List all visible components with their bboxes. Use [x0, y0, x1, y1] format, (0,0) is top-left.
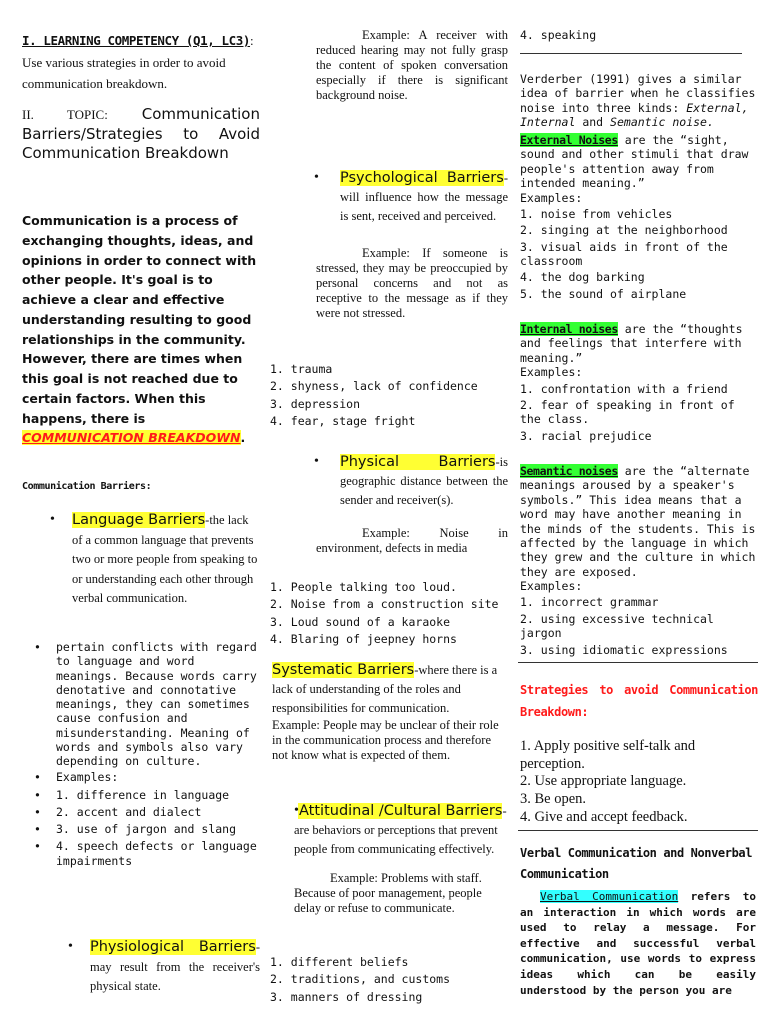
topic-label: II. TOPIC:	[22, 107, 108, 122]
list-item: 2. fear of speaking in front of the class.	[520, 397, 735, 427]
internal-noises-desc: are the “thoughts and feelings that interfere with meaning.”	[520, 322, 743, 365]
bullet-dot: •	[68, 939, 73, 954]
attitudinal-barriers-title: Attitudinal /Cultural Barriers	[299, 803, 503, 819]
physical-barriers-desc: is geographic distance between the sender and receiver(s).	[340, 455, 508, 508]
physiological-example: Example: A receiver with reduced hearing may not fully grasp the content of spoken conversation especially if there is significant background noise.	[316, 28, 508, 102]
list-item: 4. Blaring of jeepney horns	[270, 631, 457, 646]
systematic-barriers-title: Systematic Barriers	[272, 662, 415, 678]
list-item: • 1. difference in language	[34, 787, 230, 802]
list-item: 3. racial prejudice	[520, 428, 652, 443]
learning-competency	[22, 30, 262, 95]
language-dash: -	[205, 513, 210, 527]
list-item: 3. Be open.	[520, 791, 587, 808]
list-item: • 2. accent and dialect	[34, 804, 202, 819]
list-item: 1. incorrect grammar	[520, 595, 659, 610]
systematic-barriers	[272, 660, 508, 763]
competency-label: I. LEARNING COMPETENCY (Q1, LC3)	[22, 33, 251, 48]
semantic-noises-title: Semantic noises	[520, 464, 618, 478]
barriers-heading: Communication Barriers:	[22, 481, 152, 492]
bullet-dot: •	[294, 803, 299, 818]
systematic-barriers-desc: where there is a lack of understanding of the roles and responsibilities for communication.	[272, 663, 498, 716]
note-text: 2. accent and dialect	[56, 804, 202, 819]
external-noises	[520, 133, 760, 301]
note-text: 4. speech defects or language impairments	[56, 839, 257, 868]
attitudinal-barriers-desc: are behaviors or perceptions that prevent people from communicating effectively.	[294, 823, 498, 857]
list-item: 2. Noise from a construction site	[270, 597, 499, 612]
list-item: 2. shyness, lack of confidence	[270, 379, 478, 394]
internal-noises	[520, 322, 760, 443]
list-item: 1. People talking too loud.	[270, 580, 457, 594]
intro-end: .	[240, 430, 246, 446]
list-item: 2. using excessive technical jargon	[520, 611, 714, 641]
attitudinal-dash: -	[502, 804, 507, 818]
psychological-list	[270, 361, 510, 430]
language-barriers-title: Language Barriers	[72, 512, 206, 528]
verderber-and: and	[582, 115, 604, 130]
physiological-dash: -	[255, 940, 260, 954]
systematic-dash: -	[414, 663, 419, 677]
psychological-barriers-title: Psychological Barriers	[340, 170, 504, 186]
systematic-example: Example: People may be unclear of their role in the communication process and therefore not know what is expected of them.	[272, 717, 499, 762]
topic-text: Communication Barriers/Strategies to Avoid Communication Breakdown	[22, 105, 260, 162]
list-item: • 3. use of jargon and slang	[34, 822, 237, 836]
semantic-noises-desc: are the “alternate meanings aroused by a speaker's symbols.” This idea means that a word may have another meaning in the minds of the students. This is affected by the language in which they grew and the culture in which they are exposed.	[520, 464, 756, 579]
topic	[22, 105, 260, 164]
note-text: pertain conflicts with regard to language and word meanings. Because words carry denotative and connotative meanings, they can sometimes cause confusion and misunderstanding. Meaning of words and symbols also vary depending on culture.	[56, 640, 257, 768]
physical-example: Example: Noise in environment, defects in media	[316, 526, 508, 555]
list-item: 3. Loud sound of a karaoke	[270, 614, 451, 629]
competency-text: Use various strategies in order to avoid communication breakdown.	[22, 54, 226, 92]
list-item: 1. noise from vehicles	[520, 206, 673, 221]
list-item: 1. confrontation with a friend	[520, 381, 728, 396]
intro-paragraph	[22, 211, 260, 448]
psychological-barriers	[314, 168, 508, 226]
psychological-barriers-desc: will influence how the message is sent, received and perceived.	[340, 190, 508, 224]
divider	[518, 830, 758, 831]
language-barriers-desc: the lack of a common language that prevents two or more people from speaking to or understanding each other through verbal communication.	[72, 513, 258, 606]
verderber-last: Semantic noise.	[610, 115, 714, 130]
list-item: 4. Give and accept feedback.	[520, 808, 688, 825]
list-item: • Examples:	[34, 770, 119, 785]
verderber-text: Verderber (1991) gives a similar idea of barrier when he classifies noise into three kinds:	[520, 72, 756, 115]
verbal-paragraph	[520, 889, 756, 998]
divider	[518, 662, 758, 663]
list-item: Examples:	[520, 579, 583, 593]
list-item: Examples:	[520, 365, 583, 380]
list-item: 2. singing at the neighborhood	[520, 223, 728, 238]
language-notes-list	[34, 640, 260, 868]
physical-barriers-title: Physical Barriers	[340, 454, 496, 470]
attitudinal-barriers	[294, 801, 508, 859]
bullet-dot: •	[314, 454, 319, 469]
internal-noises-title: Internal noises	[520, 322, 618, 336]
verbal-heading: Verbal Communication and Nonverbal Communication	[520, 846, 753, 881]
list-item: 1. different beliefs	[270, 955, 409, 969]
physical-dash: -	[495, 455, 500, 469]
physiological-barriers-title: Physiological Barriers	[90, 939, 256, 955]
note-text: 1. difference in language	[56, 787, 230, 802]
list-item: 1. trauma	[270, 362, 333, 376]
verderber-paragraph	[520, 72, 760, 130]
verbal-communication-desc: refers to an interaction in which words are used to relay a message. For effective and successful verbal communication, use words to express ideas which can be easily understood by the person you are	[520, 890, 757, 997]
divider	[520, 53, 742, 54]
list-item: • pertain conflicts with regard to language and word meanings. Because words carry denotative and connotative meanings, they can sometimes cause confusion and misunderstanding. Meaning of words and symbols also vary depending on culture.	[34, 640, 257, 768]
list-item: Examples:	[520, 190, 583, 205]
physiological-barriers-desc: may result from the receiver's physical state.	[90, 959, 260, 994]
list-item: 5. the sound of airplane	[520, 286, 687, 301]
list-item: 4. fear, stage fright	[270, 413, 416, 428]
psychological-dash: -	[503, 171, 508, 185]
list-item: 3. using idiomatic expressions	[520, 642, 728, 657]
list-item: 3. manners of dressing	[270, 989, 423, 1004]
strategies-list	[520, 738, 760, 826]
note-text: 3. use of jargon and slang	[56, 822, 237, 836]
physical-barriers	[314, 452, 508, 510]
attitudinal-list	[270, 954, 510, 1006]
list-item: 1. Apply positive self-talk and perception.	[520, 738, 696, 772]
communication-breakdown-highlight: COMMUNICATION BREAKDOWN	[22, 430, 241, 446]
psychological-example: Example: If someone is stressed, they may be preoccupied by personal concerns and not as receptive to the message as if they were not stressed.	[316, 246, 508, 320]
note-text: Examples:	[56, 770, 119, 785]
verderber-kinds: External, Internal	[520, 100, 749, 130]
verbal-communication-title: Verbal Communication	[540, 890, 679, 903]
list-item: 2. traditions, and customs	[270, 972, 451, 987]
language-barriers	[50, 510, 260, 608]
physiological-barriers	[68, 937, 260, 996]
competency-colon: :	[250, 33, 254, 48]
external-noises-title: External Noises	[520, 133, 618, 147]
list-item: • 4. speech defects or language impairments	[34, 839, 257, 868]
speaking-item: 4. speaking	[520, 28, 597, 42]
attitudinal-example: Example: Problems with staff. Because of poor management, people delay or refuse to communicate.	[294, 871, 482, 915]
list-item: 3. visual aids in front of the classroom	[520, 239, 728, 268]
external-noises-desc: are the “sight, sound and other stimuli that draw people's attention away from intended meaning.”	[520, 133, 749, 191]
intro-text: Communication is a process of exchanging thoughts, ideas, and opinions in order to connect with other people. It's goal is to achieve a clear and effective understanding resulting to good relationships in the community. However, there are times when this goal is not reached due to certain factors. When this happens, there is	[22, 213, 257, 426]
physical-list	[270, 579, 510, 648]
bullet-dot: •	[50, 512, 55, 527]
list-item: 4. the dog barking	[520, 270, 645, 285]
list-item: 3. depression	[270, 396, 361, 411]
strategies-heading: Strategies to avoid Communication Breakdown:	[520, 683, 758, 719]
semantic-noises	[520, 464, 760, 657]
bullet-dot: •	[314, 170, 319, 185]
list-item: 2. Use appropriate language.	[520, 773, 687, 790]
